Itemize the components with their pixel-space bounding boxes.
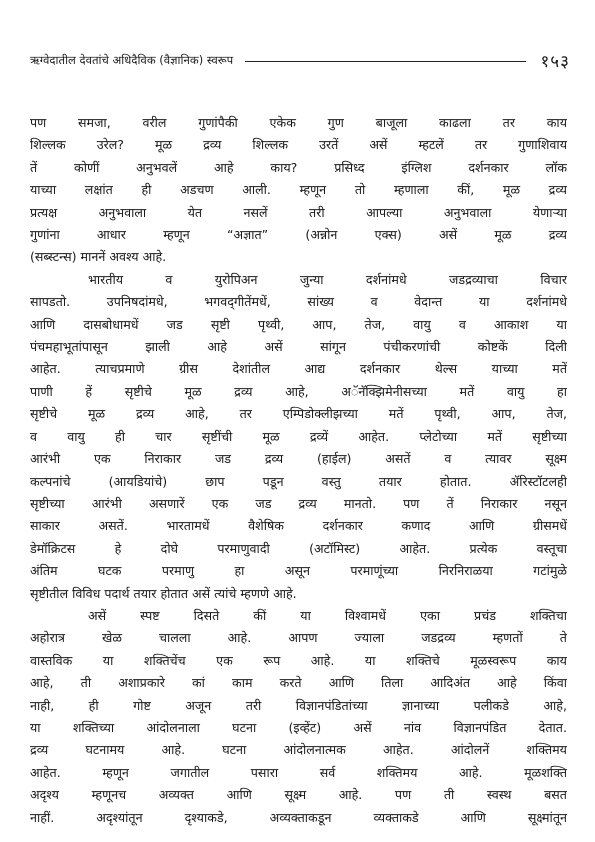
text-line: तें कोणीं अनुभवलें आहे काय? प्रसिध्द इंग्लिश दर्शनकार लॉक (30, 159, 567, 175)
paragraph-3 (30, 605, 567, 829)
text-line: द्रव्य घटनामय आहे. घटना आंदोलनात्मक आहेत. आंदोलनें शक्तिमय (30, 742, 567, 758)
text-line: या शक्तिच्या आंदोलनाला घटना (इव्हेंट) असें नांव विज्ञानपंडित देतात. (30, 719, 567, 735)
text-line: नाहीं. अदृश्यांतून दृश्याकडे, अव्यक्ताकडून व्यक्ताकडे आणि सूक्ष्मांतून (30, 809, 567, 825)
text-line: याच्या लक्षांत ही अडचण आली. म्हणून तो म्हणाला कीं, मूळ द्रव्य (30, 182, 567, 198)
text-line: (सब्स्टन्स) माननें अवश्य आहे. (30, 249, 167, 265)
text-line: आणि दासबोधामधें जड सृष्टी पृथ्वी, आप, तेज, वायु व आकाश या (30, 316, 567, 332)
text-line: आहेत. म्हणून जगातील पसारा सर्व शक्तिमय आहे. मूळशक्ति (30, 764, 567, 780)
text-line: सृष्टीचे मूळ द्रव्य आहे, तर एम्पिडोक्लीझच्या मतें पृथ्वी, आप, तेज, (30, 406, 567, 422)
text-line: पण समजा, वरील गुणांपैकी एकेक गुण बाजूला काढला तर काय (30, 115, 567, 130)
text-line: सृष्टीच्या आरंभी असणारें एक जड द्रव्य मानतो. पण तें निराकार नसून (30, 495, 567, 511)
text-line: अंतिम घटक परमाणु हा असून परमाणूंच्या निरनिराळया गटांमुळे (30, 563, 567, 579)
text-line: आहे, ती अशाप्रकारे कां काम करते आणि तिला आदिअंत आहे किंवा (30, 675, 567, 691)
text-line: साकार असतें. भारतामधें वैशेषिक दर्शनकार कणाद आणि ग्रीसमधें (30, 518, 567, 534)
text-line: असें स्पष्ट दिसते कीं या विश्वामधें एका प्रचंड शक्तिचा (88, 607, 567, 623)
text-line: पंचमहाभूतांपासून झाली आहे असें सांगून पंचीकरणांची कोष्टकें दिली (30, 339, 567, 355)
text-line: गुणांना आधार म्हणून “अज्ञात” (अन्नोन एक्स) असें मूळ द्रव्य (30, 227, 567, 243)
paragraph-1 (30, 112, 567, 269)
text-line: आरंभी एक निराकार जड द्रव्य (हाईल) असतें व त्यावर सूक्ष्म (30, 451, 567, 467)
text-line: सृष्टीतील विविध पदार्थ तयार होतात असें त्यांचे म्हणणे आहे. (30, 585, 297, 601)
text-line: व वायु ही चार सृष्टींची मूळ द्रव्यें आहेत. प्लेटोच्या मतें सृष्टीच्या (30, 428, 567, 444)
text-line: नाही, ही गोष्ट अजून तरी विज्ञानपंडितांच्या ज्ञानाच्या पलीकडे आहे, (30, 697, 567, 713)
header-rule (245, 61, 526, 62)
running-title: ऋग्वेदातील देवतांचे अधिदैविक (वैज्ञानिक) स्वरूप (30, 52, 234, 67)
text-line: आहेत. त्याचप्रमाणे ग्रीस देशांतील आद्य दर्शनकार थेल्स याच्या मतें (30, 361, 567, 377)
text-line: वास्तविक या शक्तिचेंच एक रूप आहे. या शक्तिचे मूळस्वरूप काय (30, 652, 567, 668)
text-line: अदृश्य म्हणूनच अव्यक्त आणि सूक्ष्म आहे. पण ती स्वस्थ बसत (30, 787, 567, 803)
paragraph-2 (30, 269, 567, 605)
text-line: भारतीय व युरोपिअन जुन्या दर्शनांमधे जडद्रव्याचा विचार (88, 271, 567, 287)
text-line: डेमॉक्रिटस हे दोघे परमाणुवादी (अटॉमिस्ट) आहेत. प्रत्येक वस्तूचा (30, 540, 567, 556)
text-line: पाणी हें सृष्टीचे मूळ द्रव्य आहे, अॅनॅक्झिमेनीसच्या मतें वायु हा (30, 383, 567, 399)
text-line: शिल्लक उरेल? मूळ द्रव्य शिल्लक उरतें असें म्हटलें तर गुणाशिवाय (30, 137, 567, 153)
text-line: कल्पनांचे (आयडियांचे) छाप पडून वस्तु तयार होतात. ॲरिस्टॉटलही (30, 473, 567, 489)
text-line: प्रत्यक्ष अनुभवाला येत नसलें तरी आपल्या अनुभवाला येणाऱ्या (30, 204, 567, 220)
body-text (30, 112, 567, 829)
page-header (30, 48, 570, 72)
text-line: अहोरात्र खेळ चालला आहे. आपण ज्याला जडद्रव्य म्हणतों ते (30, 630, 567, 646)
page-number: १५३ (540, 51, 570, 72)
text-line: सापडतो. उपनिषदांमधे, भगवद्‌गीतेंमधें, सांख्य व वेदान्त या दर्शनांमधे (30, 294, 567, 310)
